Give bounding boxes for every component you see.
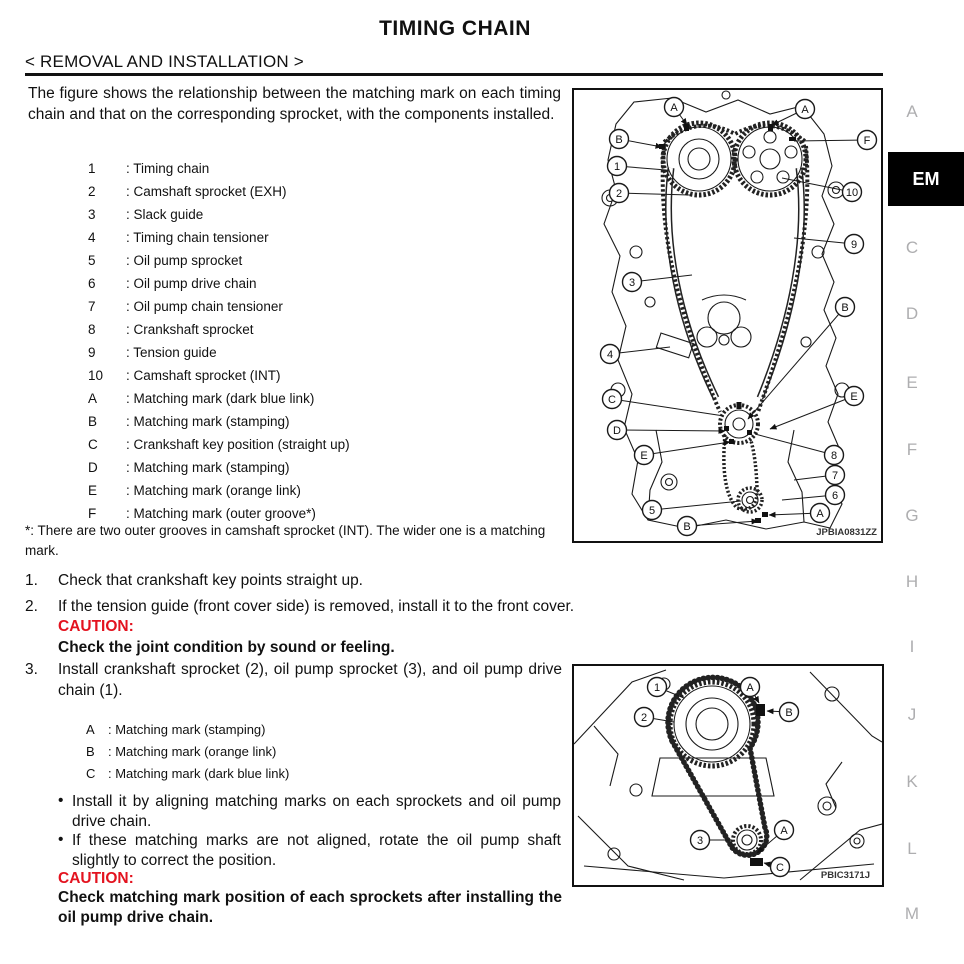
callout-a-bottom (811, 504, 830, 523)
margin-tab-c: C (905, 238, 919, 257)
margin-tab-f: F (906, 440, 918, 459)
margin-tab-m: M (904, 904, 920, 923)
callout-7 (826, 466, 845, 485)
step-1 (25, 570, 698, 591)
svg-text:5: 5 (648, 505, 656, 517)
svg-text:C: C (608, 394, 616, 406)
list-item (88, 479, 350, 502)
part-key: 7 (88, 299, 96, 314)
part-desc: : Timing chain tensioner (126, 230, 269, 245)
list-item (88, 456, 350, 479)
part-key: 5 (88, 253, 96, 268)
step-3 (25, 659, 562, 701)
part-desc: : Matching mark (dark blue link) (126, 391, 315, 406)
mark-key: A (86, 722, 95, 737)
caution-text: Check matching mark position of each sprockets after installing the oil pump drive chain. (58, 889, 562, 926)
caution-label: CAUTION: (58, 618, 134, 635)
part-desc: : Crankshaft key position (straight up) (126, 437, 350, 452)
part-key: 1 (88, 161, 96, 176)
svg-text:2: 2 (615, 188, 623, 200)
svg-text:A: A (816, 508, 824, 520)
part-key: E (88, 483, 98, 498)
svg-text:C: C (776, 862, 784, 874)
bullet-item (58, 792, 561, 832)
callout-b (780, 703, 799, 722)
svg-text:E: E (850, 391, 858, 403)
part-desc: : Oil pump chain tensioner (126, 299, 283, 314)
list-item (86, 741, 289, 763)
margin-tab-e: E (906, 373, 918, 392)
svg-text:B: B (841, 302, 849, 314)
part-desc: : Matching mark (orange link) (126, 483, 301, 498)
part-key: 4 (88, 230, 96, 245)
part-desc: : Oil pump sprocket (126, 253, 243, 268)
callout-1 (648, 678, 667, 697)
list-item (88, 387, 350, 410)
margin-tab-h: H (905, 572, 919, 591)
margin-tab-g: G (905, 506, 919, 525)
part-key: 3 (88, 207, 96, 222)
svg-text:E: E (640, 450, 648, 462)
bullet-icon: • (58, 792, 64, 809)
svg-text:A: A (746, 682, 754, 694)
list-item (88, 295, 350, 318)
figure-oil-pump-chain (572, 664, 884, 887)
svg-text:4: 4 (606, 349, 614, 361)
bullet-text: If these matching marks are not aligned, rotate the oil pump shaft slightly to correct the position. (72, 832, 561, 869)
callout-2 (635, 708, 654, 727)
callout-c (603, 390, 622, 409)
list-item (88, 203, 350, 226)
figure-code: PBIC3171J (820, 870, 870, 881)
part-key: B (88, 414, 98, 429)
part-key: 10 (88, 368, 104, 383)
callout-b-left (610, 130, 629, 149)
list-item (88, 226, 350, 249)
mark-key: C (86, 766, 96, 781)
svg-text:3: 3 (628, 277, 636, 289)
callout-a-top-left (665, 98, 684, 117)
list-item (88, 410, 350, 433)
part-desc: : Tension guide (126, 345, 217, 360)
svg-text:9: 9 (850, 239, 858, 251)
mark-desc: : Matching mark (orange link) (108, 744, 277, 759)
part-key: 8 (88, 322, 96, 337)
callout-b-bottom (678, 517, 697, 536)
svg-text:2: 2 (640, 712, 648, 724)
callout-9 (845, 235, 864, 254)
callout-b-right (836, 298, 855, 317)
list-item (86, 763, 289, 785)
list-item (88, 272, 350, 295)
margin-tab-d: D (905, 304, 919, 323)
list-item (88, 341, 350, 364)
callout-a-top (741, 678, 760, 697)
part-key: A (88, 391, 98, 406)
figure-code: JPBIA0831ZZ (816, 527, 877, 538)
parts-legend-list (88, 157, 350, 525)
engine-block-art (574, 670, 882, 880)
list-item (88, 364, 350, 387)
part-desc: : Camshaft sprocket (EXH) (126, 184, 287, 199)
bullet-icon: • (58, 831, 64, 848)
svg-text:7: 7 (831, 470, 839, 482)
part-key: 2 (88, 184, 96, 199)
callout-a-top-right (796, 100, 815, 119)
callout-2 (610, 184, 629, 203)
page-title: TIMING CHAIN (379, 17, 531, 40)
svg-text:A: A (670, 102, 678, 114)
margin-tab-j: J (907, 705, 917, 724)
mark-desc: : Matching mark (stamping) (108, 722, 266, 737)
step-number: 3. (25, 661, 38, 678)
part-desc: : Oil pump drive chain (126, 276, 257, 291)
part-desc: : Matching mark (stamping) (126, 460, 290, 475)
part-desc: : Camshaft sprocket (INT) (126, 368, 281, 383)
svg-text:B: B (683, 521, 691, 533)
svg-text:B: B (615, 134, 623, 146)
callout-3 (691, 831, 710, 850)
svg-text:3: 3 (696, 835, 704, 847)
svg-text:A: A (780, 825, 788, 837)
step-text: Check that crankshaft key points straight up. (58, 572, 363, 589)
part-key: 6 (88, 276, 96, 291)
list-item (88, 433, 350, 456)
svg-text:B: B (785, 707, 793, 719)
step-2 (25, 596, 718, 617)
svg-text:8: 8 (830, 450, 838, 462)
svg-text:D: D (613, 425, 621, 437)
chain-and-sprockets-art (656, 123, 807, 523)
margin-tab-em-active: EM (888, 152, 964, 206)
callout-e-left (635, 446, 654, 465)
bullet-item (58, 831, 561, 871)
list-item (88, 318, 350, 341)
margin-tab-a: A (906, 102, 918, 121)
svg-text:F: F (863, 135, 871, 147)
part-desc: : Matching mark (stamping) (126, 414, 290, 429)
mark-key: B (86, 744, 95, 759)
oil-pump-chain-diagram (574, 666, 882, 885)
step-text: Install crankshaft sprocket (2), oil pump sprocket (3), and oil pump drive chain (1). (58, 661, 562, 699)
callout-8 (825, 446, 844, 465)
callout-1 (608, 157, 627, 176)
figure-timing-chain (572, 88, 883, 543)
callout-c (771, 858, 790, 877)
callout-f (858, 131, 877, 150)
list-item (88, 249, 350, 272)
bullet-text: Install it by aligning matching marks on each sprockets and oil pump drive chain. (72, 793, 561, 830)
callout-a-bottom (775, 821, 794, 840)
chain-and-sprockets-art (668, 677, 767, 866)
callout-3 (623, 273, 642, 292)
mark-desc: : Matching mark (dark blue link) (108, 766, 290, 781)
step-number: 1. (25, 572, 38, 589)
section-heading: < REMOVAL AND INSTALLATION > (25, 52, 304, 71)
part-desc: : Slack guide (126, 207, 204, 222)
callout-6 (826, 486, 845, 505)
list-item (86, 719, 289, 741)
callout-e-right (845, 387, 864, 406)
caution-text: Check the joint condition by sound or feeling. (58, 639, 395, 656)
caution-label: CAUTION: (58, 870, 134, 887)
margin-tab-l: L (907, 839, 917, 858)
callout-d (608, 421, 627, 440)
callout-10 (843, 183, 862, 202)
svg-text:A: A (801, 104, 809, 116)
step-text: If the tension guide (front cover side) is removed, install it to the front cover. (58, 598, 575, 615)
svg-text:1: 1 (653, 682, 661, 694)
part-key: 9 (88, 345, 96, 360)
part-desc: : Crankshaft sprocket (126, 322, 254, 337)
svg-text:1: 1 (613, 161, 621, 173)
part-key: F (88, 506, 97, 521)
callout-5 (643, 501, 662, 520)
section-divider (25, 73, 883, 76)
margin-tab-i: I (909, 637, 915, 656)
step-number: 2. (25, 598, 38, 615)
part-desc: : Timing chain (126, 161, 210, 176)
list-item (88, 180, 350, 203)
intro-paragraph: The figure shows the relationship between the matching mark on each timing chain and that on the corresponding sprocket, with the components installed. (28, 85, 561, 123)
list-item (88, 157, 350, 180)
margin-tab-k: K (906, 772, 918, 791)
part-desc: : Matching mark (outer groove*) (126, 506, 316, 521)
footnote: *: There are two outer grooves in camshaft sprocket (INT). The wider one is a matching mark. (25, 523, 546, 558)
timing-chain-diagram (574, 90, 881, 541)
callout-4 (601, 345, 620, 364)
svg-text:10: 10 (845, 187, 859, 199)
svg-text:6: 6 (831, 490, 839, 502)
step3-marks-list (86, 719, 289, 785)
part-key: D (88, 460, 98, 475)
part-key: C (88, 437, 98, 452)
